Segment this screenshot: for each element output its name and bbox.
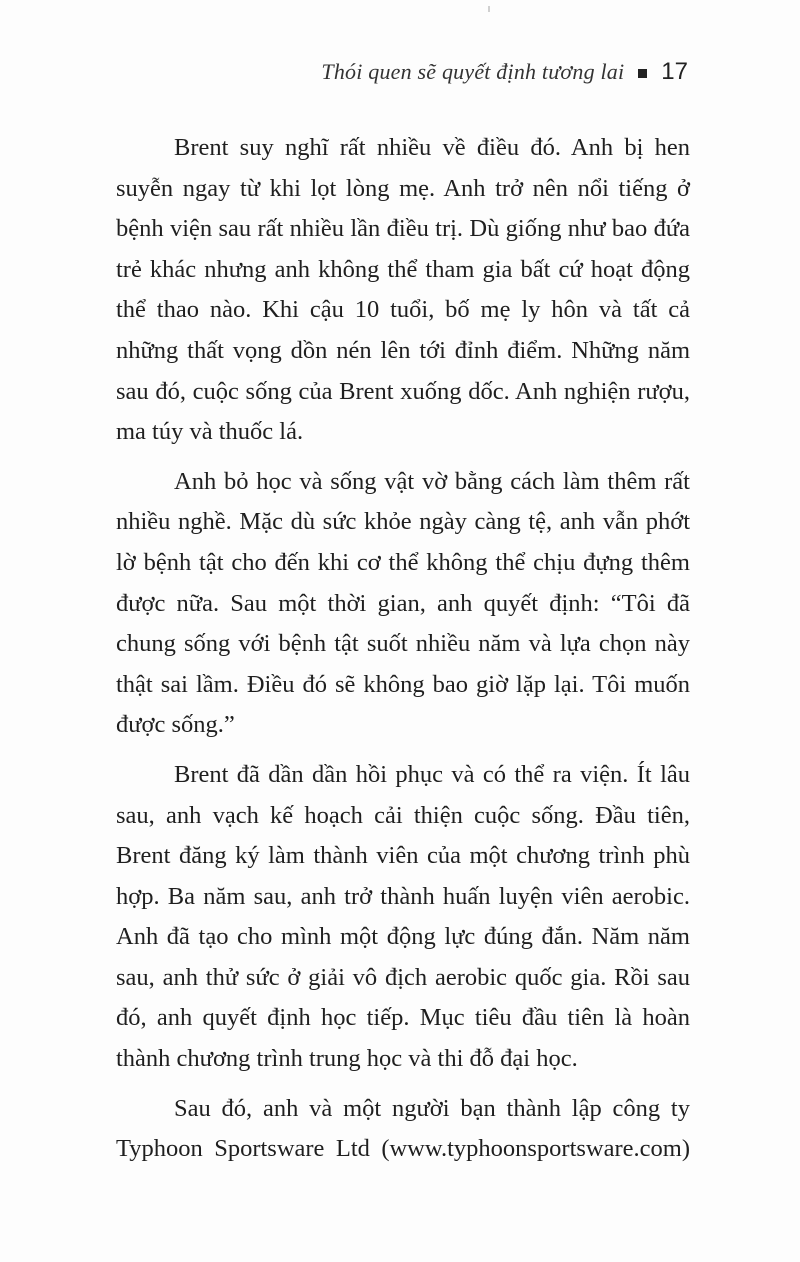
page-number: 17 [661,58,688,85]
square-bullet-icon [638,69,647,78]
paragraph: Sau đó, anh và một người bạn thành lập công ty Typhoon Sportsware Ltd (www.typhoonsportsware.com) [116,1094,690,1163]
paragraph: Anh bỏ học và sống vật vờ bằng cách làm thêm rất nhiều nghề. Mặc dù sức khỏe ngày càng tệ, anh vẫn phớt lờ bệnh tật cho đến khi cơ thể không thể chịu đựng thêm được nữa. Sau một thời gian, anh quyết định: “Tôi đã chung sống với bệnh tật suốt nhiều năm và lựa chọn này thật sai lầm. Điều đó sẽ không bao giờ lặp lại. Tôi muốn được sống.” [116,467,690,739]
paragraph: Brent suy nghĩ rất nhiều về điều đó. Anh bị hen suyễn ngay từ khi lọt lòng mẹ. Anh trở nên nổi tiếng ở bệnh viện sau rất nhiều lần điều trị. Dù giống như bao đứa trẻ khác nhưng anh không thể tham gia bất cứ hoạt động thể thao nào. Khi cậu 10 tuổi, bố mẹ ly hôn và tất cả những thất vọng dồn nén lên tới đỉnh điểm. Những năm sau đó, cuộc sống của Brent xuống dốc. Anh nghiện rượu, ma túy và thuốc lá. [116,134,690,446]
scan-mark [488,6,490,12]
page-header [321,58,688,86]
body-text [116,128,690,1179]
paragraph: Brent đã dần dần hồi phục và có thể ra viện. Ít lâu sau, anh vạch kế hoạch cải thiện cuộc sống. Đầu tiên, Brent đăng ký làm thành viên của một chương trình phù hợp. Ba năm sau, anh trở thành huấn luyện viên aerobic. Anh đã tạo cho mình một động lực đúng đắn. Năm năm sau, anh thử sức ở giải vô địch aerobic quốc gia. Rồi sau đó, anh quyết định học tiếp. Mục tiêu đầu tiên là hoàn thành chương trình trung học và thi đỗ đại học. [116,760,690,1073]
running-title: Thói quen sẽ quyết định tương lai [321,59,625,84]
